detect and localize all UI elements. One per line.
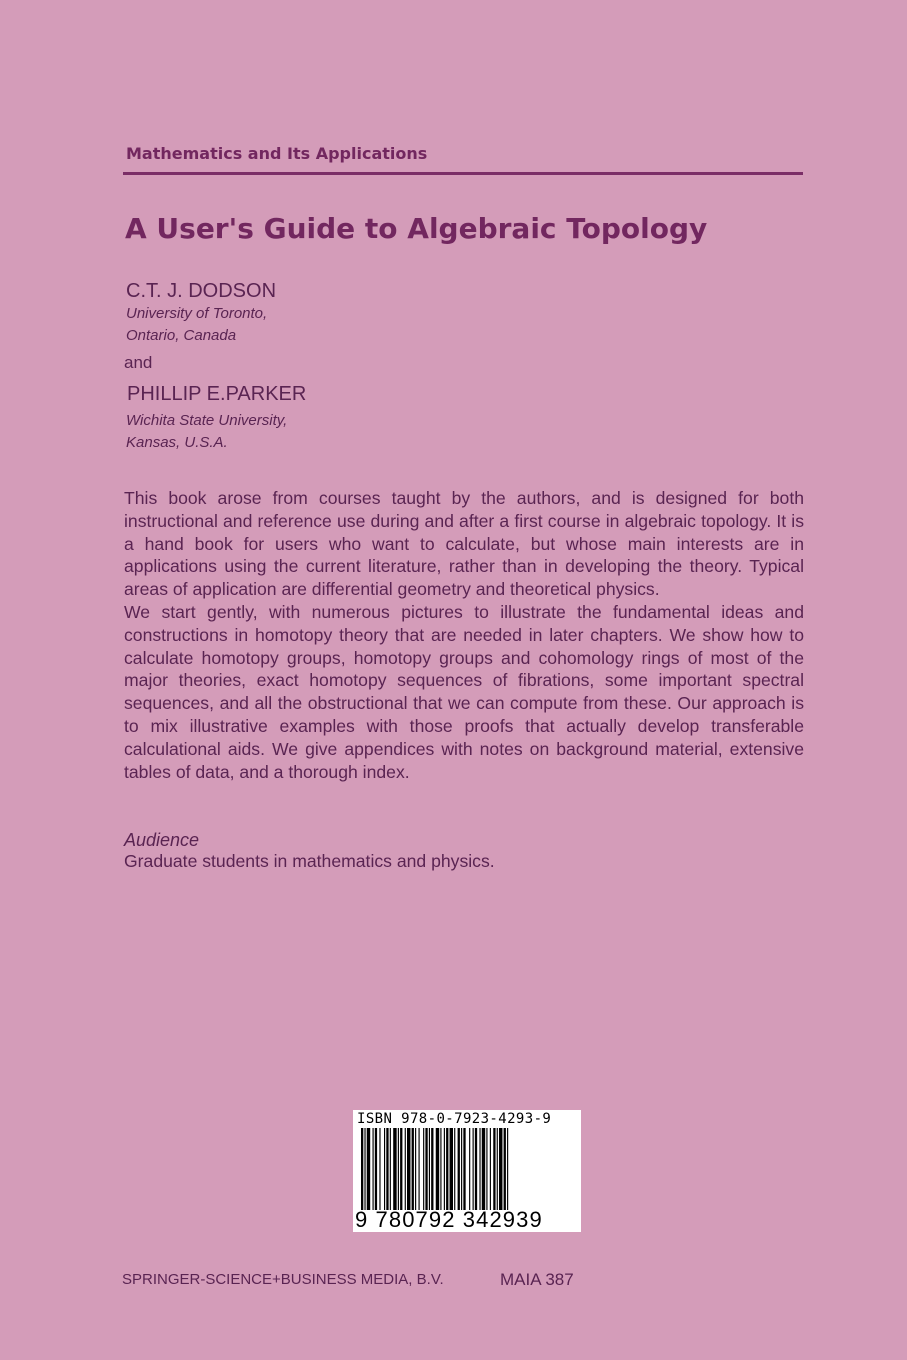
series-code: MAIA 387 — [500, 1270, 574, 1289]
series-title: Mathematics and Its Applications — [126, 144, 428, 163]
audience-text: Graduate students in mathematics and physics. — [124, 851, 495, 871]
author-conjunction: and — [124, 353, 153, 372]
series-divider — [123, 172, 803, 175]
author1-name: C.T. J. DODSON — [126, 280, 277, 302]
description-paragraph-1: This book arose from courses taught by the authors, and is designed for both instructional and reference use during and after a first course in algebraic topology. It is a hand book for users who want to calculate, but whose main interests are in applications using the current literature, rather than in developing the theory. Typical areas of application are differential geometry and theoretical physics. — [124, 488, 804, 600]
book-title: A User's Guide to Algebraic Topology — [125, 212, 708, 245]
author1-affiliation-line2: Ontario, Canada — [126, 327, 237, 344]
author2-name: PHILLIP E.PARKER — [127, 383, 307, 405]
barcode-bars — [361, 1128, 573, 1210]
ean-number: 9 780792 342939 — [355, 1207, 543, 1232]
isbn-label: ISBN 978-0-7923-4293-9 — [357, 1111, 552, 1127]
author1-affiliation — [126, 303, 267, 347]
book-description — [124, 487, 804, 783]
author2-affiliation-line2: Kansas, U.S.A. — [126, 434, 228, 451]
isbn-barcode — [353, 1110, 581, 1232]
audience-heading: Audience — [124, 830, 200, 850]
author2-affiliation — [126, 410, 287, 454]
author1-affiliation-line1: University of Toronto, — [126, 305, 268, 322]
description-paragraph-2: We start gently, with numerous pictures to illustrate the fundamental ideas and constructions in homotopy theory that are needed in later chapters. We show how to calculate homotopy groups, homotopy groups and cohomology rings of most of the major theories, exact homotopy sequences of fibrations, some important spectral sequences, and all the obstructional that we can compute from these. Our approach is to mix illustrative examples with those proofs that actually develop transferable calculational aids. We give appendices with notes on background material, extensive tables of data, and a thorough index. — [124, 601, 804, 782]
publisher: SPRINGER-SCIENCE+BUSINESS MEDIA, B.V. — [122, 1271, 444, 1288]
author2-affiliation-line1: Wichita State University, — [126, 412, 288, 429]
